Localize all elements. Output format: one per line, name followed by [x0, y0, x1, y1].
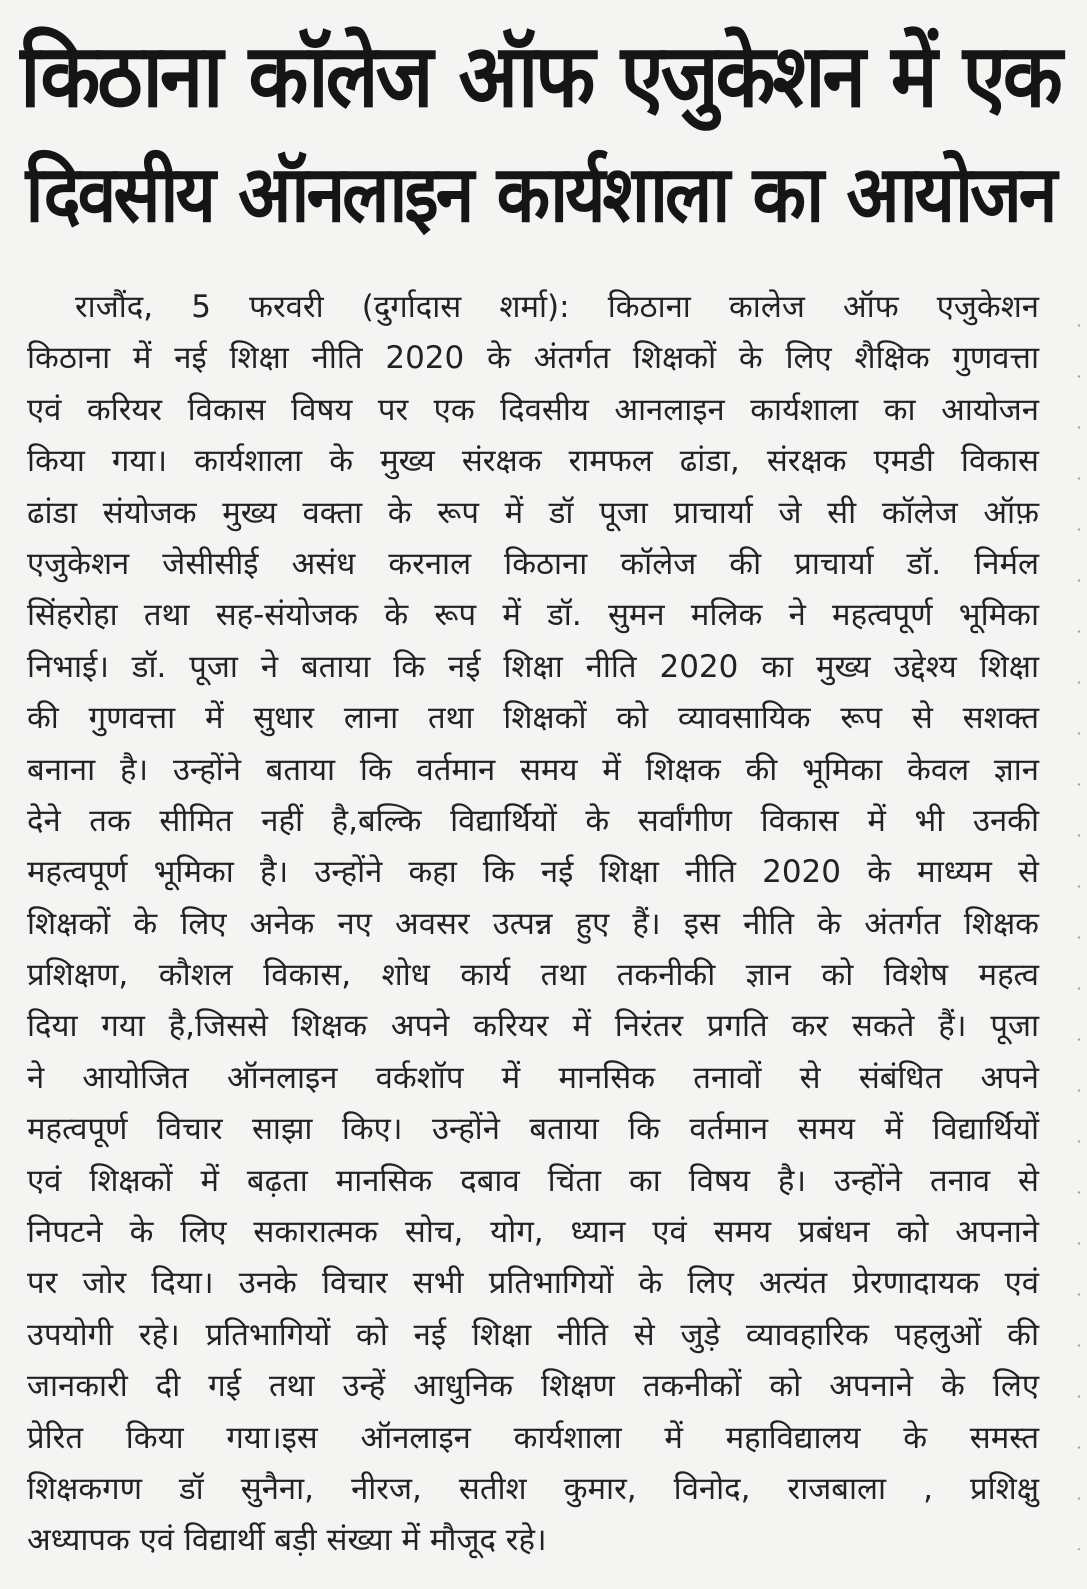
body-line-1: राजौंद, 5 फरवरी (दुर्गादास शर्मा): किठाना कालेज ऑफ एजुकेशन — [75, 289, 1039, 325]
body-line-20: पर जोर दिया। उनके विचार सभी प्रतिभागियों के लिए अत्यंत प्रेरणादायक एवं — [27, 1265, 1039, 1302]
column-edge-marks — [1077, 300, 1081, 1550]
body-line-23: प्रेरित किया गया।इस ऑनलाइन कार्यशाला में महाविद्यालय के समस्त — [27, 1419, 1039, 1456]
body-line-25: अध्यापक एवं विद्यार्थी बड़ी संख्या में मौजूद रहे। — [27, 1522, 547, 1559]
body-line-5: ढांडा संयोजक मुख्य वक्ता के रूप में डॉ पूजा प्राचार्या जे सी कॉलेज ऑफ़ — [27, 494, 1039, 531]
body-line-24: शिक्षकगण डॉ सुनैना, नीरज, सतीश कुमार, विनोद, राजबाला , प्रशिक्षु — [27, 1470, 1039, 1507]
body-line-16: ने आयोजित ऑनलाइन वर्कशॉप में मानसिक तनावों से संबंधित अपने — [27, 1059, 1039, 1096]
headline — [20, 18, 1060, 254]
article-body — [27, 282, 1039, 1572]
body-line-18: एवं शिक्षकों में बढ़ता मानसिक दबाव चिंता का विषय है। उन्होंने तनाव से — [27, 1162, 1039, 1199]
headline-line-1: किठाना कॉलेज ऑफ एजुकेशन में एक — [20, 26, 1060, 128]
body-line-21: उपयोगी रहे। प्रतिभागियों को नई शिक्षा नीति से जुड़े व्यावहारिक पहलुओं की — [27, 1316, 1039, 1353]
body-line-22: जानकारी दी गई तथा उन्हें आधुनिक शिक्षण तकनीकों को अपनाने के लिए — [27, 1368, 1039, 1405]
body-line-13: शिक्षकों के लिए अनेक नए अवसर उत्पन्न हुए हैं। इस नीति के अंतर्गत शिक्षक — [27, 905, 1039, 942]
body-line-2: किठाना में नई शिक्षा नीति 2020 के अंतर्गत शिक्षकों के लिए शैक्षिक गुणवत्ता — [27, 340, 1039, 377]
body-line-4: किया गया। कार्यशाला के मुख्य संरक्षक रामफल ढांडा, संरक्षक एमडी विकास — [27, 443, 1039, 480]
body-line-10: बनाना है। उन्होंने बताया कि वर्तमान समय में शिक्षक की भूमिका केवल ज्ञान — [27, 751, 1039, 788]
body-line-6: एजुकेशन जेसीसीई असंध करनाल किठाना कॉलेज की प्राचार्या डॉ. निर्मल — [27, 545, 1039, 582]
body-line-14: प्रशिक्षण, कौशल विकास, शोध कार्य तथा तकनीकी ज्ञान को विशेष महत्व — [27, 957, 1039, 994]
headline-line-2: दिवसीय ऑनलाइन कार्यशाला का आयोजन — [25, 149, 1055, 240]
body-line-12: महत्वपूर्ण भूमिका है। उन्होंने कहा कि नई शिक्षा नीति 2020 के माध्यम से — [27, 854, 1039, 891]
body-line-19: निपटने के लिए सकारात्मक सोच, योग, ध्यान एवं समय प्रबंधन को अपनाने — [27, 1214, 1039, 1251]
body-line-11: देने तक सीमित नहीं है,बल्कि विद्यार्थियों के सर्वांगीण विकास में भी उनकी — [27, 802, 1039, 839]
body-line-9: की गुणवत्ता में सुधार लाना तथा शिक्षकों को व्यावसायिक रूप से सशक्त — [27, 700, 1039, 737]
body-line-3: एवं करियर विकास विषय पर एक दिवसीय आनलाइन कार्यशाला का आयोजन — [27, 391, 1039, 428]
body-line-15: दिया गया है,जिससे शिक्षक अपने करियर में निरंतर प्रगति कर सकते हैं। पूजा — [27, 1008, 1039, 1045]
body-line-17: महत्वपूर्ण विचार साझा किए। उन्होंने बताया कि वर्तमान समय में विद्यार्थियों — [27, 1111, 1039, 1148]
body-line-7: सिंहरोहा तथा सह-संयोजक के रूप में डॉ. सुमन मलिक ने महत्वपूर्ण भूमिका — [27, 597, 1039, 634]
body-line-8: निभाई। डॉ. पूजा ने बताया कि नई शिक्षा नीति 2020 का मुख्य उद्देश्य शिक्षा — [27, 648, 1039, 685]
